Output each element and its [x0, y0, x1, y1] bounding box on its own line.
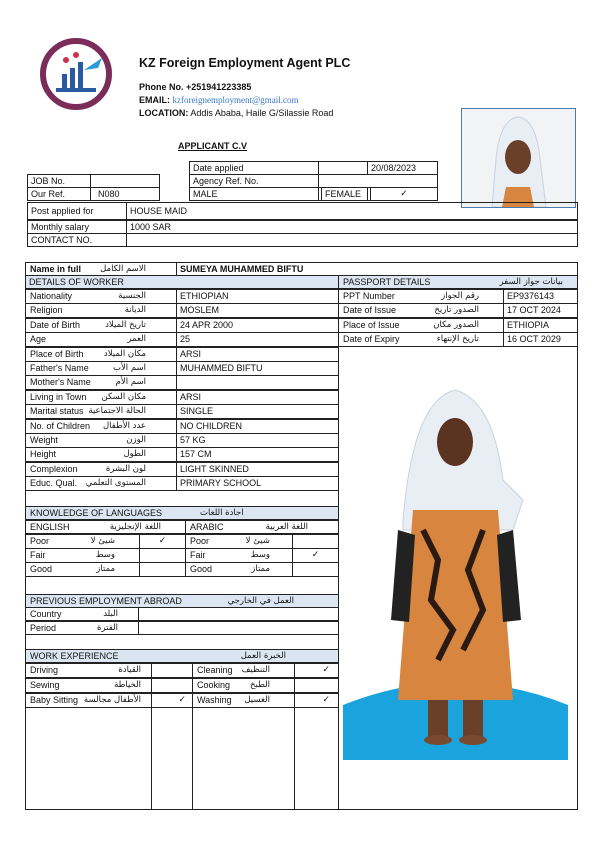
our-ref-value: N080	[90, 187, 160, 201]
company-phone	[139, 82, 251, 92]
detail-label-en: Mother's Name	[30, 377, 91, 388]
arabic-level-check	[292, 548, 339, 563]
language-level-en: Fair	[190, 550, 206, 560]
language-level-ar: وسط	[250, 550, 270, 560]
name-label-cell	[25, 262, 177, 276]
arabic-level-cell	[185, 562, 293, 577]
company-name: KZ Foreign Employment Agent PLC	[139, 56, 351, 70]
language-level-ar: شيئ لا	[245, 536, 270, 546]
work-left-check	[151, 663, 193, 678]
passport-label-en: Date of Issue	[343, 305, 397, 316]
languages-header-ar: اجادة اللغات	[200, 508, 244, 518]
passport-label-ar: تاريخ الإنتهاء	[436, 334, 479, 345]
name-value: SUMEYA MUHAMMED BIFTU	[176, 262, 578, 276]
work-check-mark: ✓	[178, 695, 186, 705]
detail-label-cell	[25, 361, 177, 376]
phone-label: Phone No.	[139, 82, 184, 92]
language-level-ar: شيئ لا	[90, 536, 115, 546]
passport-value-cell	[503, 303, 578, 318]
passport-label-ar: الصدور تاريخ	[434, 305, 479, 316]
work-left-label-cell	[25, 693, 152, 708]
detail-value: 57 KG	[180, 435, 206, 445]
work-skill-en: Cleaning	[197, 665, 233, 675]
english-level-cell	[25, 548, 140, 563]
work-right-label-cell	[192, 693, 295, 708]
contact-value	[126, 233, 578, 247]
work-left-label-cell	[25, 678, 152, 693]
detail-label-ar: العمر	[127, 334, 146, 345]
detail-value: ARSI	[180, 348, 202, 359]
detail-value: ARSI	[180, 391, 202, 402]
email-label: EMAIL:	[139, 95, 170, 105]
detail-label-ar: عدد الأطفال	[102, 420, 146, 431]
detail-label-ar: مكان السكن	[101, 391, 146, 402]
passport-header-en: PASSPORT DETAILS	[343, 277, 431, 287]
name-label-en: Name in full	[30, 264, 82, 274]
detail-value: 25	[180, 334, 191, 345]
work-skill-ar: الطبخ	[250, 680, 270, 690]
work-skill-en: Washing	[197, 695, 232, 705]
detail-label-ar: الطول	[123, 449, 146, 460]
work-left-label-cell	[25, 663, 152, 678]
passport-value-cell	[503, 318, 578, 333]
passport-header	[338, 275, 578, 289]
job-no-label-cell: JOB No.	[27, 174, 91, 188]
passport-value: 16 OCT 2029	[507, 334, 561, 345]
post-label-cell: Post applied for	[27, 202, 127, 220]
passport-label-en: PPT Number	[343, 291, 395, 301]
agency-ref-value	[318, 174, 438, 188]
passport-label-ar: الصدور مكان	[433, 319, 479, 330]
detail-label-en: Marital status	[30, 406, 84, 417]
detail-value-cell	[176, 332, 339, 347]
work-right-check	[294, 693, 339, 708]
detail-label-en: No. of Children	[30, 420, 91, 431]
job-no-value	[90, 174, 160, 188]
detail-value: LIGHT SKINNED	[180, 463, 249, 474]
passport-value: ETHIOPIA	[507, 319, 550, 330]
name-label-ar: الاسم الكامل	[100, 264, 146, 274]
detail-label-en: Place of Birth	[30, 348, 84, 359]
work-col-line-2	[192, 707, 193, 810]
detail-label-en: Weight	[30, 435, 58, 445]
detail-label-en: Height	[30, 449, 57, 460]
detail-label-cell	[25, 332, 177, 347]
detail-label-cell	[25, 404, 177, 419]
detail-label-cell	[25, 390, 177, 405]
detail-value-cell	[176, 462, 339, 477]
detail-value-cell	[176, 404, 339, 419]
detail-label-ar: لون البشرة	[105, 463, 146, 474]
phone-value: +251941223385	[186, 82, 252, 92]
passport-value: EP9376143	[507, 291, 555, 301]
english-level-check	[139, 562, 186, 577]
detail-value-cell	[176, 476, 339, 491]
detail-value-cell	[176, 361, 339, 376]
location-label: LOCATION:	[139, 108, 189, 118]
detail-label-cell	[25, 303, 177, 318]
female-check-cell: ✓	[370, 187, 438, 201]
detail-label-cell	[25, 375, 177, 390]
work-skill-ar: الخياطة	[114, 680, 141, 690]
language-level-ar: وسط	[95, 550, 115, 560]
detail-value-cell	[176, 375, 339, 390]
detail-label-en: Complexion	[30, 463, 78, 474]
language-level-en: Poor	[30, 536, 50, 546]
detail-value: MUHAMMED BIFTU	[180, 363, 263, 373]
detail-label-ar: اسم الأب	[112, 363, 146, 373]
agency-ref-label-cell: Agency Ref. No.	[189, 174, 319, 188]
detail-label-cell	[25, 419, 177, 434]
detail-value-cell	[176, 447, 339, 462]
passport-label-ar: رقم الجواز	[441, 291, 479, 301]
english-header: ENGLISH اللغة الإنجليزية	[25, 520, 186, 534]
english-level-check	[139, 534, 186, 549]
country-value	[138, 607, 339, 621]
applicant-portrait-photo	[461, 108, 576, 208]
our-ref-label-cell: Our Ref.	[27, 187, 91, 201]
detail-value: 157 CM	[180, 449, 212, 460]
period-value	[138, 621, 339, 635]
detail-value-cell	[176, 390, 339, 405]
work-skill-ar: الغسيل	[244, 695, 270, 705]
work-skill-ar: الأطفال مجالسة	[83, 695, 141, 705]
work-check-mark: ✓	[322, 665, 330, 675]
arabic-header: ARABIC اللغة العربية	[185, 520, 339, 534]
language-level-en: Good	[30, 564, 53, 574]
work-skill-ar: القيادة	[118, 665, 141, 675]
passport-label-cell	[338, 332, 504, 347]
detail-label-ar: الوزن	[126, 435, 146, 445]
passport-label-en: Date of Expiry	[343, 334, 400, 345]
male-label-cell: MALE	[189, 187, 319, 201]
details-header: DETAILS OF WORKER	[25, 275, 339, 289]
detail-label-en: Nationality	[30, 291, 73, 301]
language-level-en: Fair	[30, 550, 46, 560]
detail-label-en: Father's Name	[30, 363, 89, 373]
female-label-cell: FEMALE	[321, 187, 371, 201]
detail-label-cell	[25, 433, 177, 448]
detail-label-en: Date of Birth	[30, 319, 81, 330]
detail-label-en: Educ. Qual.	[30, 478, 78, 489]
detail-value: NO CHILDREN	[180, 420, 243, 431]
passport-label-en: Place of Issue	[343, 319, 400, 330]
languages-header	[25, 506, 339, 520]
detail-label-ar: الديانة	[124, 305, 146, 316]
work-skill-en: Cooking	[197, 680, 231, 690]
arabic-check-mark: ✓	[311, 550, 320, 560]
date-applied-value: 20/08/2023	[367, 161, 438, 175]
arabic-level-cell	[185, 534, 293, 549]
detail-value-cell	[176, 433, 339, 448]
work-check-mark: ✓	[322, 695, 330, 705]
work-col-line-1	[151, 707, 152, 810]
work-experience-header: WORK EXPERIENCE الخبرة العمل	[25, 649, 339, 663]
detail-value-cell	[176, 303, 339, 318]
passport-header-ar: بيانات جواز السفر	[499, 277, 563, 287]
detail-label-cell	[25, 476, 177, 491]
detail-label-cell	[25, 447, 177, 462]
detail-value: MOSLEM	[180, 305, 220, 316]
detail-value-cell	[176, 318, 339, 333]
email-link[interactable]: kzforeignemployment@gmail.com	[172, 95, 299, 105]
company-email	[139, 95, 299, 105]
detail-label-cell	[25, 289, 177, 304]
detail-value-cell	[176, 419, 339, 434]
detail-label-en: Religion	[30, 305, 63, 316]
work-col-line-4	[338, 289, 339, 810]
work-right-check	[294, 678, 339, 693]
detail-label-cell	[25, 347, 177, 362]
detail-value-cell	[176, 289, 339, 304]
english-check-mark: ✓	[158, 536, 167, 546]
work-left-check	[151, 693, 193, 708]
detail-label-ar: المستوى التعلمي	[85, 478, 146, 489]
detail-value: ETHIOPIAN	[180, 291, 229, 301]
company-logo	[36, 38, 116, 110]
date-applied-spacer	[318, 161, 368, 175]
english-level-cell	[25, 562, 140, 577]
detail-value-cell	[176, 347, 339, 362]
detail-label-cell	[25, 462, 177, 477]
detail-label-en: Age	[30, 334, 47, 345]
work-skill-ar: التنظيف	[241, 665, 270, 675]
work-left-check	[151, 678, 193, 693]
passport-value-cell	[503, 289, 578, 304]
cv-title: APPLICANT C.V	[178, 141, 248, 151]
passport-label-cell	[338, 318, 504, 333]
previous-employment-header: PREVIOUS EMPLOYMENT ABROAD العمل في الخارجي	[25, 594, 339, 608]
arabic-level-cell	[185, 548, 293, 563]
applicant-full-photo	[343, 360, 568, 760]
period-label-cell: Period الفترة	[25, 621, 139, 635]
work-skill-en: Sewing	[30, 680, 60, 690]
language-level-ar: ممتاز	[251, 564, 270, 574]
work-right-label-cell	[192, 678, 295, 693]
country-label-cell: Country البلد	[25, 607, 139, 621]
english-level-check	[139, 548, 186, 563]
language-level-en: Poor	[190, 536, 210, 546]
language-level-ar: ممتاز	[96, 564, 115, 574]
work-skill-en: Baby Sitting	[30, 695, 79, 705]
detail-value: 24 APR 2000	[180, 319, 234, 330]
work-skill-en: Driving	[30, 665, 59, 675]
arabic-level-check	[292, 562, 339, 577]
contact-label-cell: CONTACT NO.	[27, 233, 127, 247]
detail-label-ar: اسم الأم	[115, 377, 146, 388]
languages-header-en: KNOWLEDGE OF LANGUAGES	[30, 508, 163, 518]
detail-label-ar: الحالة الاجتماعية	[88, 406, 146, 417]
detail-value: PRIMARY SCHOOL	[180, 478, 262, 489]
detail-value: SINGLE	[180, 406, 214, 417]
detail-label-ar: مكان الميلاد	[103, 348, 146, 359]
passport-value: 17 OCT 2024	[507, 305, 561, 316]
company-location	[139, 108, 333, 118]
date-applied-label-cell: Date applied	[189, 161, 319, 175]
post-value: HOUSE MAID	[126, 202, 578, 220]
work-right-label-cell	[192, 663, 295, 678]
passport-label-cell	[338, 289, 504, 304]
passport-value-cell	[503, 332, 578, 347]
location-value: Addis Ababa, Haile G/Silassie Road	[190, 108, 334, 118]
salary-value: 1000 SAR	[126, 220, 578, 234]
arabic-level-check	[292, 534, 339, 549]
salary-label-cell: Monthly salary	[27, 220, 127, 234]
work-right-check	[294, 663, 339, 678]
work-col-line-3	[294, 707, 295, 810]
detail-label-ar: تاريخ الميلاد	[105, 319, 146, 330]
passport-label-cell	[338, 303, 504, 318]
language-level-en: Good	[190, 564, 213, 574]
detail-label-ar: الجنسية	[118, 291, 146, 301]
english-level-cell	[25, 534, 140, 549]
detail-label-en: Living in Town	[30, 391, 87, 402]
detail-label-cell	[25, 318, 177, 333]
